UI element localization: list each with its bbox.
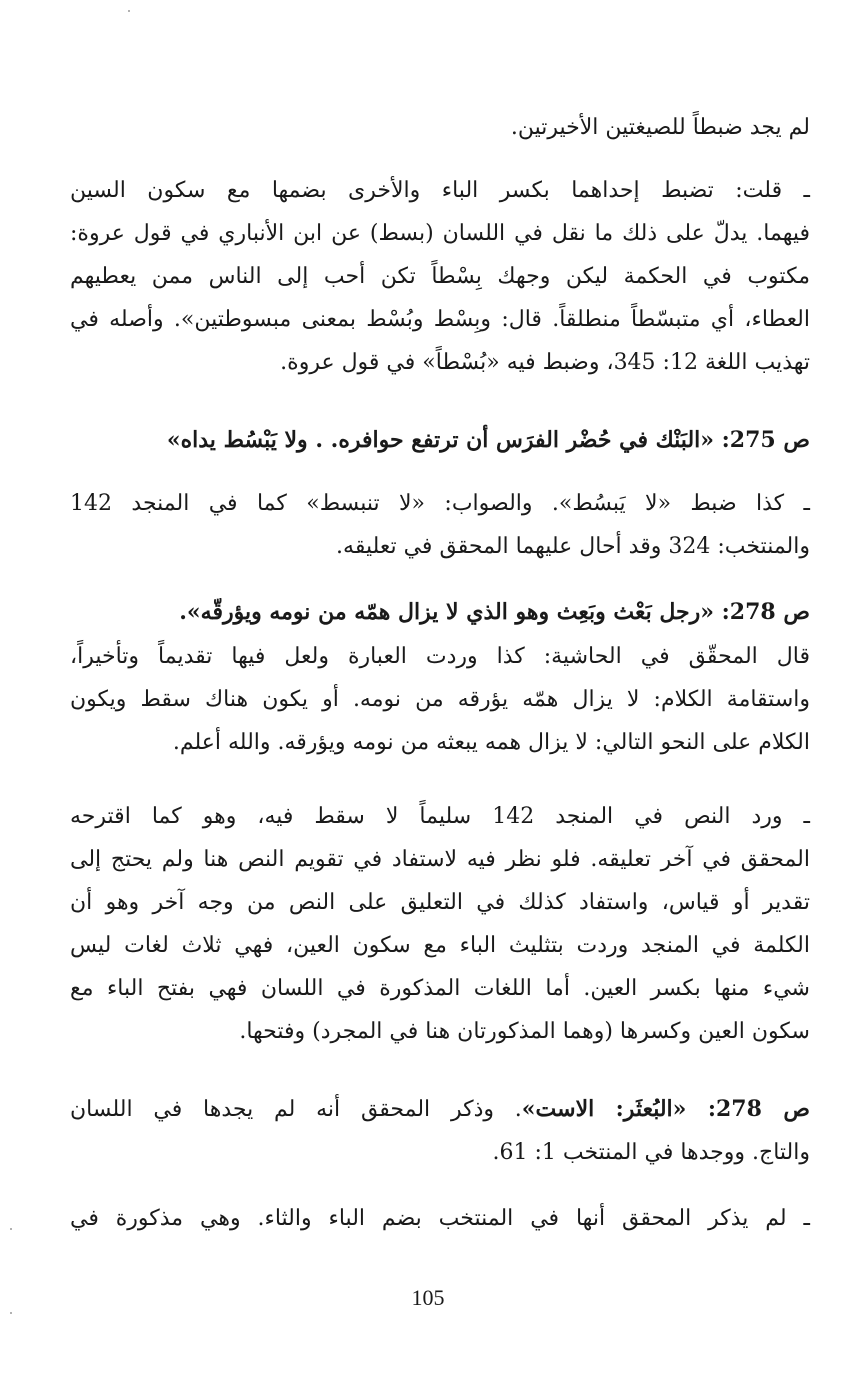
text-line	[70, 1088, 810, 1131]
text-line: والتاج. ووجدها في المنتخب 1: 61.	[492, 1140, 810, 1165]
paragraph-note-3	[70, 795, 810, 1053]
citation-line: ص 275: «البَنْك في حُضْر الفرَس أن ترتفع حوافره. . ولا يَبْسُط يداه»	[166, 427, 810, 453]
paragraph-editor-comment	[70, 635, 810, 764]
text-line: مكتوب في الحكمة ليكن وجهك بِسْطاً تكن أحب إلى الناس ممن يعطيهم	[70, 264, 810, 289]
text-line: ـ لم يذكر المحقق أنها في المنتخب بضم الباء والثاء. وهي مذكورة في	[70, 1206, 810, 1231]
citation-text: ص 278: «البُعثَر: الاست»	[521, 1096, 810, 1122]
citation-line: ص 278: «رجل بَعْث وبَعِث وهو الذي لا يزال همّه من نومه ويؤرقّه».	[179, 599, 810, 625]
text-line: ـ ورد النص في المنجد 142 سليماً لا سقط فيه، وهو كما اقترحه	[70, 804, 810, 829]
paragraph-note-4	[70, 1197, 810, 1240]
paragraph-note-2	[70, 482, 810, 568]
text-line: فيهما. يدلّ على ذلك ما نقل في اللسان (بسط) عن ابن الأنباري في قول عروة:	[70, 221, 810, 246]
text-line: تهذيب اللغة 12: 345، وضبط فيه «بُسْطاً» في قول عروة.	[280, 350, 810, 375]
text-line: تقدير أو قياس، واستفاد كذلك في التعليق على النص من وجه آخر وهو أن	[70, 890, 810, 915]
paragraph-continuation	[70, 106, 810, 149]
text-line: العطاء، أي متبسّطاً منطلقاً. قال: وبِسْط وبُسْط بمعنى مبسوطتين». وأصله في	[70, 307, 810, 332]
page-number: 105	[411, 1285, 445, 1310]
paragraph-note-1	[70, 169, 810, 384]
text-line: لم يجد ضبطاً للصيغتين الأخيرتين.	[510, 115, 810, 140]
text-line: واستقامة الكلام: لا يزال همّه يؤرقه من نومه. أو يكون هناك سقط ويكون	[70, 687, 810, 712]
text-line: والمنتخب: 324 وقد أحال عليهما المحقق في تعليقه.	[336, 534, 810, 559]
text-line: شيء منها بكسر العين. أما اللغات المذكورة في اللسان فهي بفتح الباء مع	[70, 976, 810, 1001]
text-line: المحقق في آخر تعليقه. فلو نظر فيه لاستفاد في تقويم النص هنا ولم يحتج إلى	[70, 847, 810, 872]
citation-heading-275	[70, 419, 810, 462]
scan-speck	[10, 1312, 12, 1314]
text-line: قال المحقّق في الحاشية: كذا وردت العبارة ولعل فيها تقديماً وتأخيراً،	[70, 644, 810, 669]
scan-speck	[128, 10, 130, 12]
text-line: ـ قلت: تضبط إحداهما بكسر الباء والأخرى بضمها مع سكون السين	[70, 178, 810, 203]
text-line: سكون العين وكسرها (وهما المذكورتان هنا في المجرد) وفتحها.	[239, 1019, 810, 1044]
text-line: الكلمة في المنجد وردت بتثليث الباء مع سكون العين، فهي ثلاث لغات ليس	[70, 933, 810, 958]
text-line: الكلام على النحو التالي: لا يزال همه يبعثه من نومه ويؤرقه. والله أعلم.	[172, 730, 810, 755]
citation-comment: . وذكر المحقق أنه لم يجدها في اللسان	[70, 1097, 522, 1122]
citation-heading-278-a	[70, 591, 810, 634]
citation-heading-278-b	[70, 1088, 810, 1174]
scan-speck	[10, 1228, 12, 1230]
text-line: ـ كذا ضبط «لا يَبسُط». والصواب: «لا تنبسط» كما في المنجد 142	[70, 491, 810, 516]
